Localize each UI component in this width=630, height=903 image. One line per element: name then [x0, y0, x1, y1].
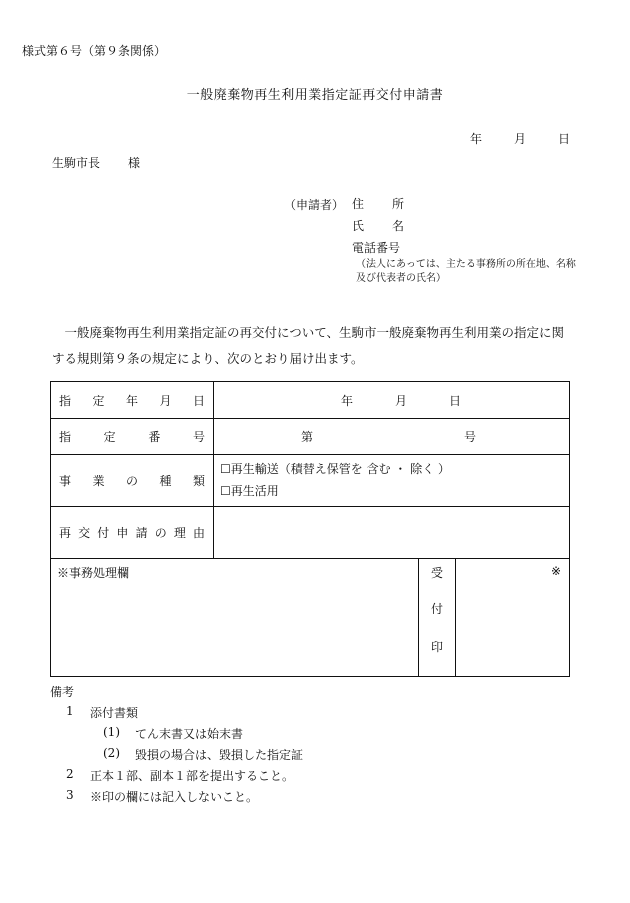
- remark-text: 正本１部、副本１部を提出すること。: [90, 769, 295, 783]
- date-month-label: 月: [513, 132, 526, 146]
- remark-text: 添付書類: [90, 706, 139, 720]
- label-char: 号: [192, 429, 205, 444]
- checkbox-recycling-transport[interactable]: ☐: [220, 462, 231, 476]
- applicant-fields: [352, 196, 404, 262]
- label-char: の: [125, 473, 138, 488]
- remarks-heading: 備考: [50, 685, 75, 699]
- label-char: 由: [192, 525, 205, 540]
- value-char: 日: [448, 393, 461, 408]
- remark-text: てん末書又は始末書: [135, 727, 244, 741]
- label-char: 種: [159, 473, 172, 488]
- field-address: [352, 196, 404, 218]
- field-name-char: 名: [391, 219, 404, 233]
- date-day-label: 日: [557, 132, 570, 146]
- value-char: 月: [394, 393, 407, 408]
- office-use-area: [51, 558, 569, 676]
- label-char: 月: [159, 393, 172, 408]
- submission-date: [470, 130, 570, 147]
- field-phone: 電話番号: [352, 241, 401, 255]
- label-char: 定: [103, 429, 116, 444]
- field-name: [352, 218, 404, 240]
- label-char: 再: [59, 525, 72, 540]
- mark-cell: [455, 558, 569, 676]
- value-char: 年: [341, 393, 354, 408]
- document-title: 一般廃棄物再生利用業指定証再交付申請書: [186, 88, 444, 103]
- value-business-type: [214, 454, 569, 506]
- stamp-char: 付: [430, 602, 443, 616]
- field-address-char: 所: [391, 197, 404, 211]
- row-reason: [51, 506, 569, 559]
- remark-number: (2): [103, 746, 120, 760]
- office-use-label: ※事務処理欄: [57, 566, 130, 580]
- application-table: [50, 381, 570, 677]
- label-designation-date: [51, 382, 214, 418]
- form-number: 様式第６号（第９条関係）: [22, 44, 167, 58]
- label-char: 番: [148, 429, 161, 444]
- value-char: 号: [463, 429, 476, 444]
- option-recycling-use[interactable]: [220, 480, 279, 502]
- row-business-type: [51, 454, 569, 507]
- label-char: 交: [78, 525, 91, 540]
- value-designation-date[interactable]: [214, 382, 569, 418]
- label-char: 請: [135, 525, 148, 540]
- value-char: 第: [301, 429, 314, 444]
- label-char: 定: [92, 393, 105, 408]
- option-recycling-transport-label: 再生輸送（積替え保管を 含む ・ 除く ）: [230, 462, 451, 476]
- office-use-cell: [51, 558, 419, 676]
- stamp-char: 受: [430, 566, 443, 580]
- addressee: [52, 154, 140, 171]
- office-use-mark: ※: [550, 564, 561, 578]
- applicant-note: （法人にあっては、主たる事務所の所在地、名称及び代表者の氏名）: [356, 259, 576, 284]
- receipt-stamp-cell: [419, 558, 456, 676]
- value-designation-number[interactable]: [214, 418, 569, 454]
- addressee-honorific: 様: [128, 156, 141, 170]
- label-char: 申: [116, 525, 129, 540]
- label-char: 付: [97, 525, 110, 540]
- label-char: 理: [173, 525, 186, 540]
- field-address-char: 住: [352, 197, 365, 211]
- label-char: 指: [59, 393, 72, 408]
- option-recycling-transport[interactable]: [220, 458, 450, 480]
- checkbox-recycling-use[interactable]: ☐: [220, 484, 231, 498]
- value-reason[interactable]: [214, 506, 569, 558]
- remark-number: (1): [103, 725, 120, 739]
- label-designation-number: [51, 418, 214, 454]
- label-char: 指: [59, 429, 72, 444]
- label-char: 日: [192, 393, 205, 408]
- body-text: 一般廃棄物再生利用業指定証の再交付について、生駒市一般廃棄物再生利用業の指定に関する規則第９条の規定により、次のとおり届け出ます。: [52, 325, 565, 366]
- label-char: 業: [92, 473, 105, 488]
- field-name-char: 氏: [352, 219, 365, 233]
- option-recycling-use-label: 再生活用: [230, 484, 279, 498]
- remark-text: ※印の欄には記入しないこと。: [90, 790, 259, 804]
- row-designation-number: [51, 418, 569, 455]
- label-char: 年: [125, 393, 138, 408]
- remark-text: 毀損の場合は、毀損した指定証: [135, 748, 304, 762]
- addressee-name: 生駒市長: [52, 156, 101, 170]
- remark-number: 1: [66, 704, 74, 718]
- label-reason: [51, 506, 214, 558]
- label-business-type: [51, 454, 214, 506]
- label-char: 事: [59, 473, 72, 488]
- date-year-label: 年: [470, 132, 483, 146]
- applicant-label: （申請者）: [284, 198, 345, 212]
- row-designation-date: [51, 382, 569, 419]
- label-char: 類: [192, 473, 205, 488]
- remark-number: 2: [66, 767, 74, 781]
- label-char: の: [154, 525, 167, 540]
- remark-number: 3: [66, 788, 74, 802]
- stamp-char: 印: [430, 640, 443, 654]
